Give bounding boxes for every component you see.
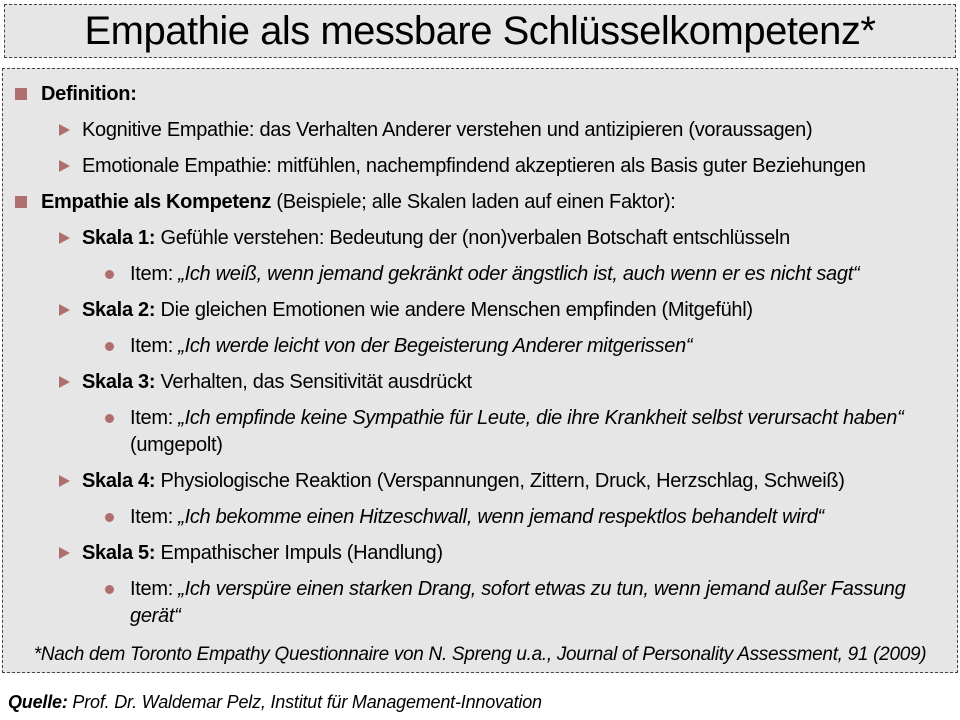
source-text: Prof. Dr. Waldemar Pelz, Institut für Management-Innovation bbox=[67, 692, 542, 712]
list-item-skala-5-item bbox=[3, 576, 957, 630]
list-item-skala-1 bbox=[3, 225, 957, 252]
item-text: Die gleichen Emotionen wie andere Menschen empfinden (Mitgefühl) bbox=[155, 299, 753, 321]
item-quote: „Ich bekomme einen Hitzeschwall, wenn jemand respektlos behandelt wird“ bbox=[178, 506, 824, 528]
item-quote: „Ich werde leicht von der Begeisterung Anderer mitgerissen“ bbox=[178, 335, 693, 357]
list-item-skala-2-item bbox=[3, 333, 957, 360]
item-text: Empathischer Impuls (Handlung) bbox=[155, 542, 443, 564]
footnote: *Nach dem Toronto Empathy Questionnaire von N. Spreng u.a., Journal of Personality Assessment, 91 (2009) bbox=[33, 644, 927, 665]
circle-bullet-icon bbox=[105, 342, 114, 351]
item-bold-text: Skala 2: bbox=[82, 299, 156, 321]
list-item-emotionale bbox=[3, 153, 957, 180]
item-text: (Beispiele; alle Skalen laden auf einen Faktor): bbox=[271, 191, 676, 213]
triangle-bullet-icon bbox=[59, 547, 70, 559]
slide-title-bar bbox=[4, 4, 956, 58]
item-text: Verhalten, das Sensitivität ausdrückt bbox=[155, 371, 472, 393]
triangle-bullet-icon bbox=[59, 475, 70, 487]
item-text: Emotionale Empathie: mitfühlen, nachempfindend akzeptieren als Basis guter Beziehungen bbox=[82, 155, 866, 177]
list-item-skala-5 bbox=[3, 540, 957, 567]
item-label: Item: bbox=[130, 407, 179, 429]
circle-bullet-icon bbox=[105, 513, 114, 522]
list-item-skala-1-item bbox=[3, 261, 957, 288]
item-bold-text: Skala 1: bbox=[82, 227, 156, 249]
triangle-bullet-icon bbox=[59, 124, 70, 136]
item-label: Item: bbox=[130, 578, 179, 600]
item-suffix: (umgepolt) bbox=[130, 434, 223, 456]
item-text: Gefühle verstehen: Bedeutung der (non)verbalen Botschaft entschlüsseln bbox=[155, 227, 790, 249]
item-bold-text: Skala 4: bbox=[82, 470, 156, 492]
item-label: Item: bbox=[130, 263, 179, 285]
triangle-bullet-icon bbox=[59, 376, 70, 388]
triangle-bullet-icon bbox=[59, 232, 70, 244]
circle-bullet-icon bbox=[105, 414, 114, 423]
page-title: Empathie als messbare Schlüsselkompetenz* bbox=[84, 8, 876, 53]
square-bullet-icon bbox=[15, 196, 27, 208]
item-bold-text: Definition: bbox=[41, 83, 137, 105]
item-quote: „Ich verspüre einen starken Drang, sofort etwas zu tun, wenn jemand außer Fassung gerät“ bbox=[130, 578, 906, 627]
square-bullet-icon bbox=[15, 88, 27, 100]
item-bold-text: Skala 3: bbox=[82, 371, 156, 393]
item-label: Item: bbox=[130, 506, 179, 528]
list-item-skala-2 bbox=[3, 297, 957, 324]
circle-bullet-icon bbox=[105, 270, 114, 279]
list-item-definition bbox=[3, 81, 957, 108]
circle-bullet-icon bbox=[105, 585, 114, 594]
list-item-skala-4-item bbox=[3, 504, 957, 531]
list-item-skala-3-item bbox=[3, 405, 957, 459]
triangle-bullet-icon bbox=[59, 304, 70, 316]
list-item-skala-4 bbox=[3, 468, 957, 495]
source-line bbox=[8, 692, 542, 713]
list-item-kompetenz bbox=[3, 189, 957, 216]
item-quote: „Ich weiß, wenn jemand gekränkt oder ängstlich ist, auch wenn er es nicht sagt“ bbox=[178, 263, 860, 285]
item-bold-text: Skala 5: bbox=[82, 542, 156, 564]
list-item-skala-3 bbox=[3, 369, 957, 396]
item-bold-text: Empathie als Kompetenz bbox=[41, 191, 272, 213]
source-label: Quelle: bbox=[8, 692, 68, 712]
list-item-kognitive bbox=[3, 117, 957, 144]
slide-body bbox=[2, 68, 958, 673]
triangle-bullet-icon bbox=[59, 160, 70, 172]
item-text: Physiologische Reaktion (Verspannungen, Zittern, Druck, Herzschlag, Schweiß) bbox=[155, 470, 845, 492]
item-text: Kognitive Empathie: das Verhalten Anderer verstehen und antizipieren (voraussagen) bbox=[82, 119, 813, 141]
item-quote: „Ich empfinde keine Sympathie für Leute, die ihre Krankheit selbst verursacht haben“ bbox=[178, 407, 904, 429]
item-label: Item: bbox=[130, 335, 179, 357]
